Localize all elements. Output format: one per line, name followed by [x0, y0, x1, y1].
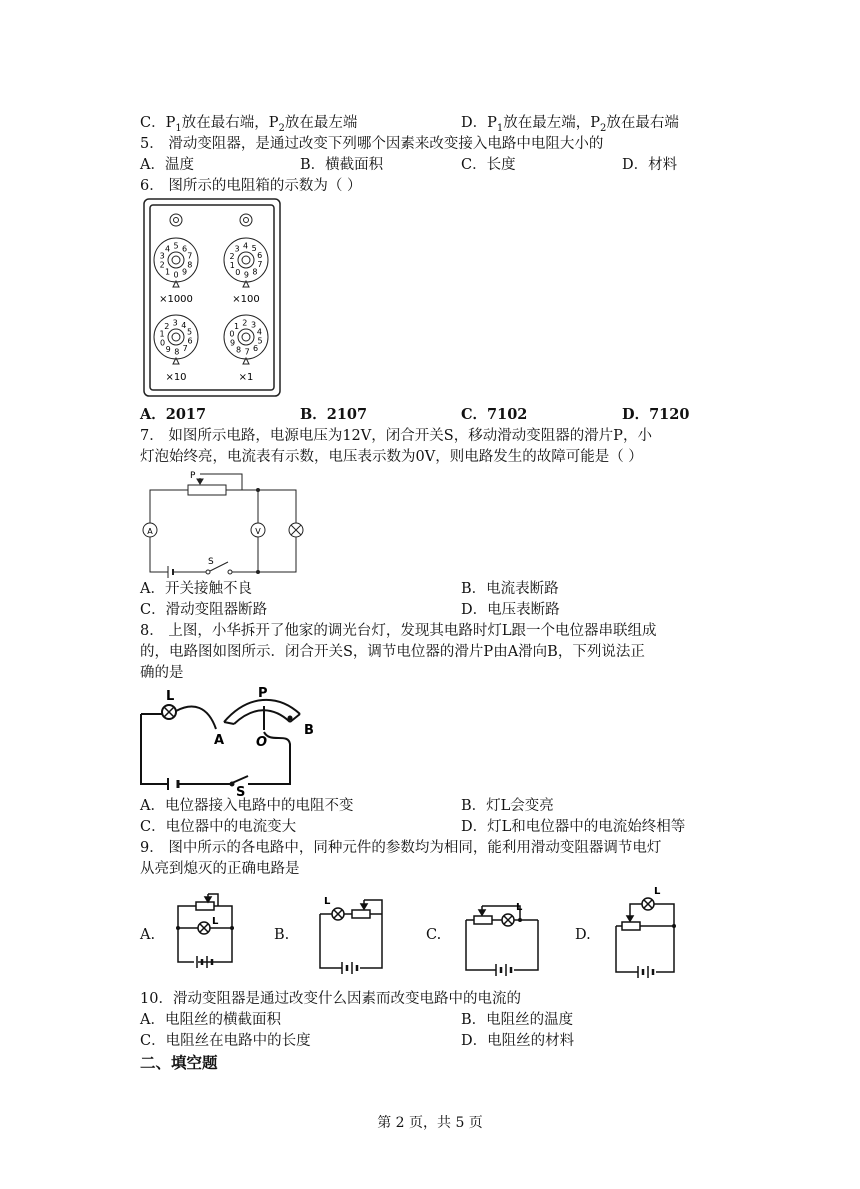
- dial-label-x1000: ×1000: [159, 294, 193, 305]
- q4-option-d-sub1: 1: [496, 122, 504, 134]
- dial-digit: 0: [173, 270, 179, 280]
- q9-circuit-b: [312, 884, 392, 976]
- dial-digit: 5: [251, 244, 257, 253]
- q8-stem-line1: 8． 上图，小华拆开了他家的调光台灯，发现其电路时灯L跟一个电位器串联组成: [140, 623, 657, 639]
- resistance-box-figure: [142, 198, 282, 398]
- q7-option-d: D．电压表断路: [461, 602, 560, 618]
- q4-option-c-part2: 放在最右端，P: [181, 115, 279, 131]
- q5-option-b: B．横截面积: [300, 157, 384, 173]
- q4-option-c-sub1: 1: [175, 122, 182, 134]
- q8-potentiometer-figure: [138, 684, 323, 796]
- dial-digit: 6: [257, 251, 263, 261]
- q9-circuit-c: [458, 884, 548, 976]
- q6-option-c: C．7102: [461, 406, 528, 423]
- q4-option-c-sub2: 2: [278, 122, 285, 134]
- q7-stem-line1: 7． 如图所示电路，电源电压为12V，闭合开关S，移动滑动变阻器的滑片P，小: [140, 428, 652, 444]
- section-heading-fill-in: 二、填空题: [140, 1053, 218, 1072]
- dial-digit: 2: [164, 321, 170, 331]
- q4-option-d-part2: 放在最左端，P: [503, 115, 601, 131]
- q7-fig-voltmeter-label: V: [255, 527, 261, 536]
- q5-option-a: A．温度: [140, 157, 194, 173]
- dial-label-x1: ×1: [238, 372, 254, 383]
- dial-digit: 8: [187, 260, 193, 270]
- q9-circuit-a: [170, 884, 240, 976]
- dial-digit: 0: [159, 338, 166, 348]
- q8-stem-line2: 的，电路图如图所示．闭合开关S，调节电位器的滑片P由A滑向B，下列说法正: [140, 644, 645, 660]
- q4-option-c-part3: 放在最左端: [284, 115, 358, 131]
- q8-fig-p-label: P: [258, 686, 268, 701]
- q8-option-b: B．灯L会变亮: [461, 798, 554, 814]
- q7-fig-ammeter-label: A: [147, 527, 153, 536]
- q9-option-a-label: A.: [140, 927, 156, 943]
- q7-option-a: A．开关接触不良: [140, 581, 252, 597]
- dial-digit: 2: [159, 260, 165, 270]
- q7-option-b: B．电流表断路: [461, 581, 559, 597]
- q7-option-c: C．滑动变阻器断路: [140, 602, 268, 618]
- q9-a-lamp-label: L: [212, 916, 219, 927]
- q4-option-d-part1: P: [487, 115, 497, 131]
- dial-digit: 3: [234, 244, 240, 254]
- dial-digit: 7: [187, 251, 193, 261]
- dial-digit: 8: [174, 347, 180, 357]
- dial-digit: 8: [235, 345, 242, 355]
- q8-option-d: D．灯L和电位器中的电流始终相等: [461, 819, 686, 835]
- dial-digit: 2: [229, 251, 235, 261]
- q4-option-d-sub2: 2: [600, 122, 607, 134]
- q10-option-d: D．电阻丝的材料: [461, 1033, 575, 1049]
- dial-digit: 3: [172, 318, 178, 328]
- q6-option-d: D．7120: [622, 406, 690, 423]
- dial-digit: 8: [252, 267, 258, 277]
- dial-digit: 1: [159, 329, 165, 339]
- dial-digit: 5: [257, 336, 263, 346]
- q4-option-c-letter: C．: [140, 115, 166, 131]
- dial-digit: 6: [252, 344, 259, 353]
- dial-digit: 1: [164, 267, 171, 277]
- q4-option-d-part3: 放在最右端: [606, 115, 679, 131]
- q8-fig-o-label: O: [256, 735, 268, 750]
- q9-circuit-d: [608, 880, 684, 980]
- q8-option-a: A．电位器接入电路中的电阻不变: [140, 798, 354, 814]
- q5-option-d: D．材料: [622, 157, 678, 173]
- q10-option-a: A．电阻丝的横截面积: [140, 1012, 281, 1028]
- dial-digit: 4: [181, 320, 187, 330]
- dial-digit: 9: [243, 270, 249, 280]
- q9-option-b-label: B.: [274, 927, 290, 943]
- q9-option-d-label: D.: [575, 927, 591, 943]
- q6-stem: 6． 图所示的电阻箱的示数为（ ）: [140, 178, 362, 194]
- dial-digit: 1: [233, 322, 240, 331]
- dial-digit: 2: [242, 318, 248, 328]
- dial-digit: 4: [256, 327, 262, 337]
- dial-label-x100: ×100: [232, 294, 260, 305]
- q8-fig-l-label: L: [166, 689, 175, 704]
- dial-digit: 7: [257, 260, 263, 270]
- q7-fig-p-label: P: [190, 471, 196, 481]
- dial-digit: 5: [173, 241, 179, 251]
- q10-option-c: C．电阻丝在电路中的长度: [140, 1033, 311, 1049]
- q8-option-c: C．电位器中的电流变大: [140, 819, 297, 835]
- q8-fig-s-label: S: [236, 785, 246, 796]
- q6-option-a: A．2017: [140, 406, 207, 423]
- q7-stem-line2: 灯泡始终亮，电流表有示数，电压表示数为0V，则电路发生的故障可能是（ ）: [140, 449, 643, 465]
- q6-option-b: B．2107: [300, 406, 368, 423]
- dial-digit: 6: [187, 336, 193, 346]
- q5-stem: 5． 滑动变阻器，是通过改变下列哪个因素来改变接入电路中电阻大小的: [140, 136, 604, 152]
- q8-fig-a-label: A: [214, 733, 225, 748]
- q4-option-c-part1: P: [165, 115, 176, 131]
- q10-option-b: B．电阻丝的温度: [461, 1012, 574, 1028]
- dial-digit: 5: [186, 327, 193, 337]
- q9-stem-line2: 从亮到熄灭的正确电路是: [140, 861, 300, 877]
- dial-digit: 1: [229, 260, 235, 270]
- dial-digit: 3: [159, 251, 165, 261]
- dial-digit: 4: [243, 241, 249, 251]
- dial-digit: 0: [235, 268, 241, 277]
- dial-digit: 9: [165, 345, 171, 355]
- dial-digit: 7: [244, 347, 250, 357]
- q7-fig-switch-label: S: [208, 557, 214, 567]
- q9-d-lamp-label: L: [654, 886, 661, 897]
- dial-digit: 0: [229, 329, 235, 339]
- dial-digit: 9: [181, 267, 188, 277]
- page-footer: 第 2 页，共 5 页: [377, 1115, 483, 1131]
- q9-stem-line1: 9． 图中所示的各电路中，同种元件的参数均为相同，能利用滑动变阻器调节电灯: [140, 840, 662, 856]
- q8-fig-b-label: B: [304, 723, 314, 738]
- q4-option-d-letter: D．: [461, 115, 488, 131]
- q9-c-lamp-label: L: [516, 902, 523, 913]
- dial-digit: 4: [164, 244, 171, 254]
- q10-stem: 10．滑动变阻器是通过改变什么因素而改变电路中的电流的: [140, 991, 521, 1007]
- dial-label-x10: ×10: [165, 372, 187, 383]
- dial-digit: 3: [250, 320, 257, 330]
- dial-digit: 9: [230, 338, 236, 348]
- q5-option-c: C．长度: [461, 157, 516, 173]
- dial-digit: 6: [181, 244, 188, 254]
- q9-b-lamp-label: L: [324, 896, 331, 907]
- dial-digit: 7: [182, 344, 188, 354]
- q8-stem-line3: 确的是: [140, 665, 184, 681]
- q7-circuit-figure: [138, 468, 308, 578]
- q9-option-c-label: C.: [426, 927, 442, 943]
